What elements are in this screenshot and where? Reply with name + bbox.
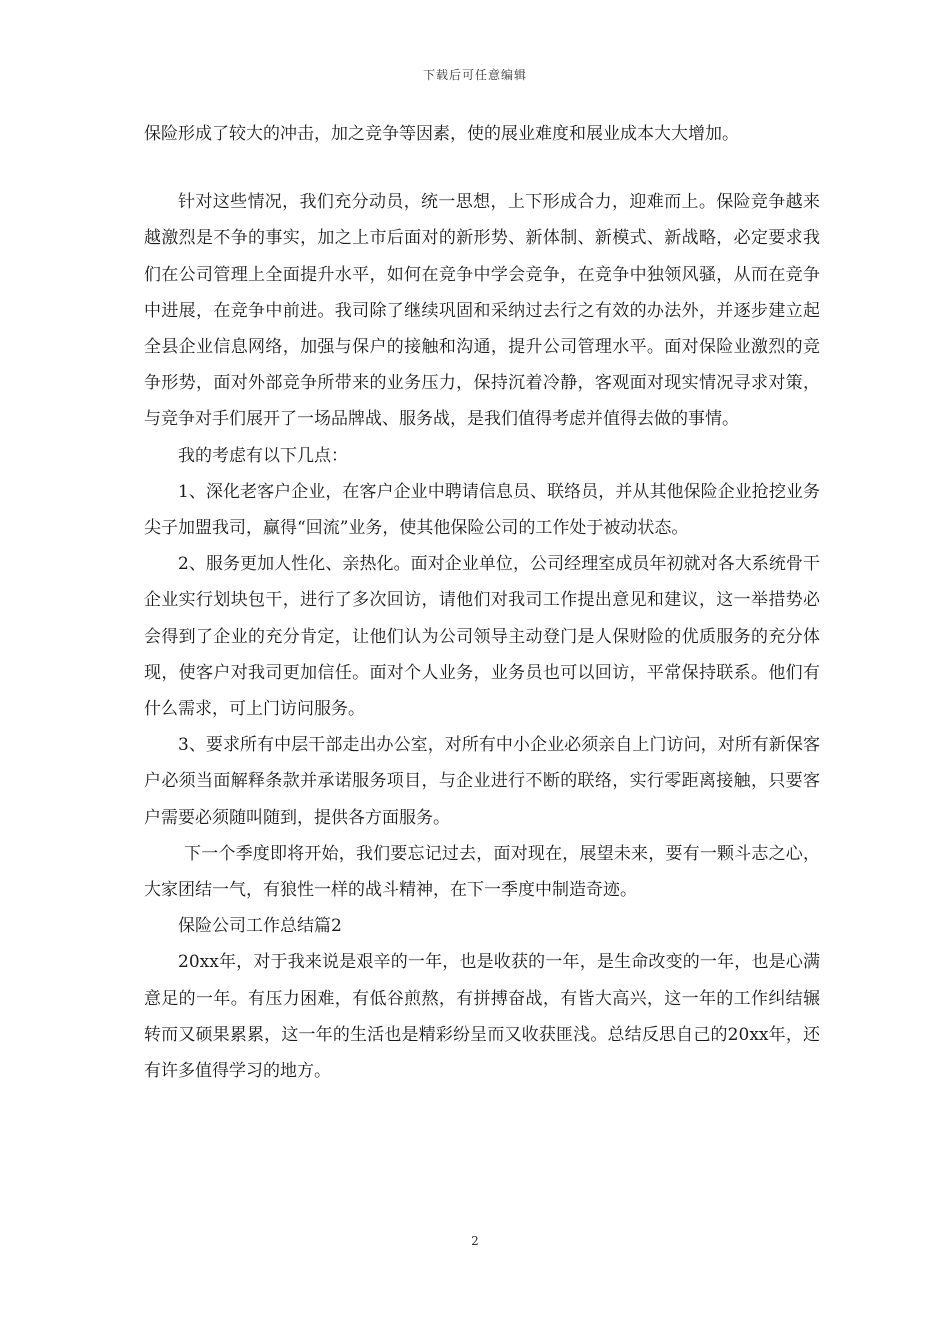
paragraph-6: 3、要求所有中层干部走出办公室，对所有中小企业必须亲自上门访问，对所有新保客户必须当面解释条款并承诺服务项目，与企业进行不断的联络，实行零距离接触，只要客户需要必须随叫随到，提供各方面服务。 bbox=[144, 735, 820, 828]
paragraph-8: 20xx年，对于我来说是艰辛的一年，也是收获的一年，是生命改变的一年，也是心满意足的一年。有压力困难，有低谷煎熬，有拼搏奋战，有皆大高兴，这一年的工作纠结辗转而又硕果累累，这一年的生活也是精彩纷呈而又收获匪浅。总结反思自己的20xx年，还有许多值得学习的地方。 bbox=[144, 952, 820, 1082]
paragraph-3: 我的考虑有以下几点： bbox=[178, 445, 348, 466]
paragraph-2: 针对这些情况，我们充分动员，统一思想，上下形成合力，迎难而上。保险竞争越来越激烈是不争的事实，加之上市后面对的新形势、新体制、新模式、新战略，必定要求我们在公司管理上全面提升水平，如何在竞争中学会竞争，在竞争中独领风骚，从而在竞争中进展，在竞争中前进。我司除了继续巩固和采纳过去行之有效的办法外，并逐步建立起全县企业信息网络，加强与保户的接触和沟通，提升公司管理水平。面对保险业激烈的竞争形势，面对外部竞争所带来的业务压力，保持沉着冷静，客观面对现实情况寻求对策，与竞争对手们展开了一场品牌战、服务战，是我们值得考虑并值得去做的事情。 bbox=[144, 192, 820, 430]
page-number: 2 bbox=[471, 1234, 479, 1248]
document-body bbox=[144, 116, 820, 1089]
section-heading: 保险公司工作总结篇2 bbox=[178, 916, 342, 937]
paragraph-4: 1、深化老客户企业，在客户企业中聘请信息员、联络员，并从其他保险企业抢挖业务尖子加盟我司，赢得“回流”业务，使其他保险公司的工作处于被动状态。 bbox=[144, 481, 820, 539]
paragraph-5: 2、服务更加人性化、亲热化。面对企业单位，公司经理室成员年初就对各大系统骨干企业实行划块包干，进行了多次回访，请他们对我司工作提出意见和建议，这一举措势必会得到了企业的充分肯定，让他们认为公司领导主动登门是人保财险的优质服务的充分体现，使客户对我司更加信任。面对个人业务，业务员也可以回访，平常保持联系。他们有什么需求，可上门访问服务。 bbox=[144, 554, 820, 720]
paragraph-1: 保险形成了较大的冲击，加之竞争等因素，使的展业难度和展业成本大大增加。 bbox=[144, 124, 739, 144]
paragraph-7: 下一个季度即将开始，我们要忘记过去，面对现在，展望未来，要有一颗斗志之心，大家团结一气，有狼性一样的战斗精神，在下一季度中制造奇迹。 bbox=[144, 843, 820, 901]
page-header: 下载后可任意编辑 bbox=[422, 68, 527, 82]
